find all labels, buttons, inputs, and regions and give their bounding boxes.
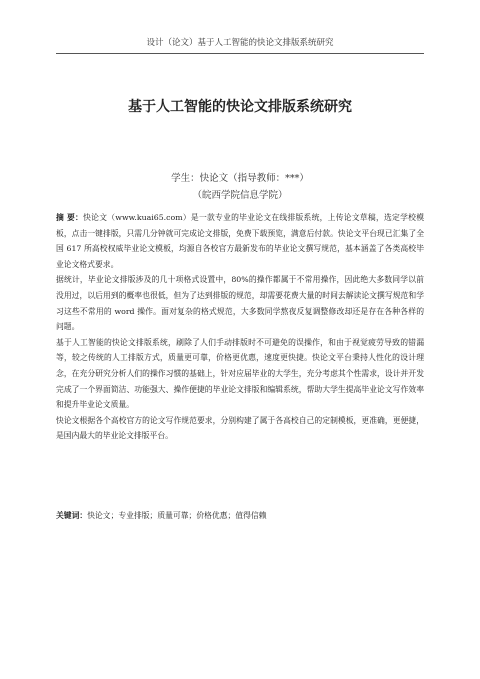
keywords-line (56, 508, 424, 524)
author-line: 学生：快论文（指导教师：***） (171, 173, 309, 184)
abstract-paragraph-text: 快论文（www.kuai65.com）是一款专业的毕业论文在线排版系统，上传论文草稿，选定学校模板，点击一键排版，只需几分钟就可完成论文排版，免费下载预览，满意后付款。快论文平台现已汇集了全国 617 所高校权威毕业论文模板，均源自各校官方最新发布的毕业论文撰写规范，基本涵盖了各类高校毕业论文格式要求。 (56, 213, 424, 269)
keywords-text: 快论文；专业排版；质量可靠；价格优惠；值得信赖 (87, 511, 267, 520)
keywords-label: 关键词： (56, 511, 88, 520)
affiliation-line: （皖西学院信息学院） (192, 190, 288, 201)
running-header: 设计（论文）基于人工智能的快论文排版系统研究 (56, 36, 424, 54)
abstract-section (56, 210, 424, 444)
paper-title: 基于人工智能的快论文排版系统研究 (128, 99, 352, 115)
abstract-paragraph: 据统计，毕业论文排版涉及的几十项格式设置中，80%的操作都属于不常用操作，因此绝大多数同学以前没用过，以后用到的概率也很低，但为了达到排版的规范，却需要花费大量的时间去解读论文撰写规范和学习这些不常用的 word 操作。面对复杂的格式规范，大多数同学熬夜反复调整修改却还是存在各种各样的问题。 (56, 275, 424, 332)
abstract-paragraph: 基于人工智能的快论文排版系统，刷除了人们手动排版时不可避免的误操作，和由于视觉疲劳导致的错漏等，较之传统的人工排版方式，质量更可靠，价格更优惠，速度更快捷。快论文平台秉持人性化的设计理念，在充分研究分析人们的操作习惯的基础上，针对应届毕业的大学生，充分考虑其个性需求，设计并开发完成了一个界面简洁、功能强大、操作便捷的毕业论文排版和编辑系统，帮助大学生提高毕业论文写作效率和提升毕业论文质量。 (56, 337, 424, 410)
abstract-paragraph (56, 210, 424, 272)
abstract-label: 摘 要： (56, 213, 84, 222)
abstract-paragraph: 快论文根据各个高校官方的论文写作规范要求，分别构建了属于各高校自己的定制模板，更准确，更便捷，是国内最大的毕业论文排版平台。 (56, 415, 424, 441)
